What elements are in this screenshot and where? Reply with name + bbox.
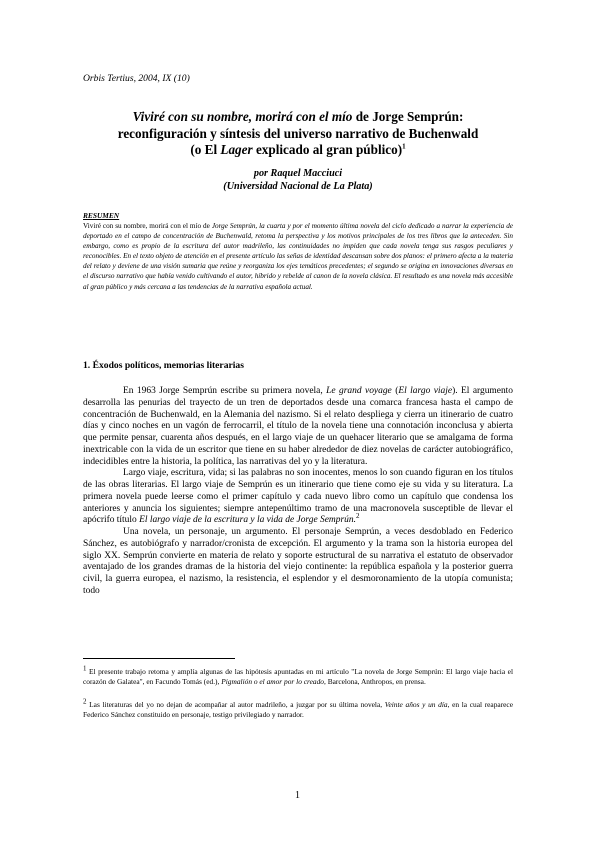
- footnote-2-text-b: , en la cual reaparece Federico Sánchez constituido en personaje, testigo privilegiado y narrador.: [83, 700, 513, 719]
- footnote-1-text-a: El presente trabajo retoma y amplía algunas de las hipótesis apuntadas en mi artículo "La novela de Jorge Semprún: El largo viaje hacia el corazón de Galatea", en Facundo Tomás (ed.),: [83, 667, 513, 686]
- paragraph-3: Una novela, un personaje, un argumento. El personaje Semprún, a veces desdoblado en Federico Sánchez, es autobiógrafo y narrador/cronista de excepción. El argumento y la trama son la historia europea del siglo XX. Semprún convierte en materia de relato y soporte estructural de su narrativa el estatuto de observador aventajado de los grandes dramas de la historia del viejo continente: la república española y la posterior guerra civil, la guerra europea, el nazismo, la resistencia, el esplendor y el desmoronamiento de la utopía comunista; todo: [83, 527, 513, 596]
- abstract-heading: RESUMEN: [83, 211, 120, 220]
- body-text: [83, 386, 513, 598]
- footnote-2: [83, 697, 513, 719]
- p1-title-french: Le grand voyage: [326, 386, 392, 396]
- paragraph-2: [83, 468, 513, 527]
- abstract-text-rest: Jorge Semprún, la cuarta y por el momento última novela del ciclo dedicado a narrar la experiencia de deportado en el campo de concentración de Buchenwald, retoma la perspectiva y los motivos principales de los tres libros que la anteceden. Sin embargo, como es propio de la escritura del autor madrileño, las continuidades no impiden que cada novela tenga sus rasgos peculiares y reconocibles. En el texto objeto de atención en el presente artículo las señas de identidad descansan sobre dos planos: el primero afecta a la materia del relato y deviene de una visión sumaria que reúne y reorganiza los ejes temáticos precedentes; el segundo se origina en innovaciones diversas en el discurso narrativo que había venido cultivando el autor, híbrido y rebelde al canon de la novela clásica. El resultado es una novela más accesible al gran público y más cercana a las tendencias de la narrativa española actual.: [83, 222, 513, 291]
- title-lager-italic: Lager: [220, 142, 253, 157]
- p2-title-italic: El largo viaje de la escritura y la vida de Jorge Semprún.: [139, 515, 356, 526]
- article-title: [83, 109, 513, 159]
- abstract: [83, 211, 513, 292]
- title-line-3-pre: (o El: [190, 142, 221, 157]
- title-line-2: reconfiguración y síntesis del universo narrativo de Buchenwald: [117, 125, 479, 141]
- footnote-1: [83, 664, 513, 686]
- footnote-separator: [83, 658, 235, 659]
- journal-citation: Orbis Tertius, 2004, IX (10): [83, 73, 190, 84]
- title-line-3: [83, 142, 513, 159]
- abstract-text-start: Viviré con su nombre, morirá con el mío de: [83, 222, 212, 230]
- p2-footnote-mark[interactable]: 2: [355, 512, 360, 521]
- footnote-2-title: Veinte años y un día: [384, 700, 448, 709]
- p1-title-spanish: El largo viaje: [398, 386, 453, 396]
- footnote-2-text-a: Las literaturas del yo no dejan de acompañar al autor madrileño, a juzgar por su última novela,: [86, 700, 385, 709]
- title-line-3-post: explicado al gran público): [252, 142, 403, 157]
- footnote-1-text-b: , Barcelona, Anthropos, en prensa.: [324, 676, 426, 686]
- footnote-1-title: Pigmalión o el amor por lo creado: [221, 676, 324, 686]
- title-line-1: [83, 109, 513, 126]
- title-footnote-mark[interactable]: 1: [402, 142, 406, 151]
- p1-text-a: En 1963 Jorge Semprún escribe su primera novela,: [123, 386, 327, 396]
- footnote-1-mark: 1: [83, 664, 87, 673]
- author-affiliation: (Universidad Nacional de La Plata): [223, 180, 373, 192]
- title-line-1-rest: de Jorge Semprún:: [352, 109, 464, 124]
- title-novel-italic: Viviré con su nombre, morirá con el mío: [132, 109, 353, 124]
- abstract-text: [83, 221, 513, 292]
- p2-text-a: Largo viaje, escritura, vida; si las palabras no son inocentes, menos lo son cuando figuran en los títulos de las obras literarias. El largo viaje de Semprún es un itinerario que tiene como eje su vida y su literatura. La primera novela puede leerse como el primer capítulo y cada nuevo libro como un capítulo que condensa los anteriores y anuncia los siguientes; siempre antepenúltimo tramo de una macronovela susceptible de llevar el apócrifo título: [83, 468, 513, 526]
- author-byline: por Raquel Macciuci: [253, 168, 343, 179]
- p1-text-c: ). El argumento desarrolla las penurias del trayecto de un tren de deportados desde una comarca francesa hasta el campo de concentración de Buchenwald, en la Alemania del nazismo. Si el relato despliega y cierra un itinerario de cuatro días y cinco noches en un vagón de ferrocarril, el título de la novela tiene una connotación inconclusa y abierta que permite pensar, cuarenta años después, en el largo viaje de un quehacer literario que se amalgama de forma inextricable con la vida de un escritor que tiene en su haber alrededor de diez novelas de carácter autobiográfico, indecidibles entre la historia, la política, las narrativas del yo y la literatura.: [83, 386, 514, 467]
- page-number: 1: [295, 790, 300, 801]
- author-block: [83, 168, 513, 193]
- p1-text-b: (: [391, 386, 399, 396]
- section-heading: 1. Éxodos políticos, memorias literarias: [83, 360, 244, 371]
- footnote-2-mark: 2: [83, 697, 87, 706]
- paragraph-1: [83, 386, 513, 468]
